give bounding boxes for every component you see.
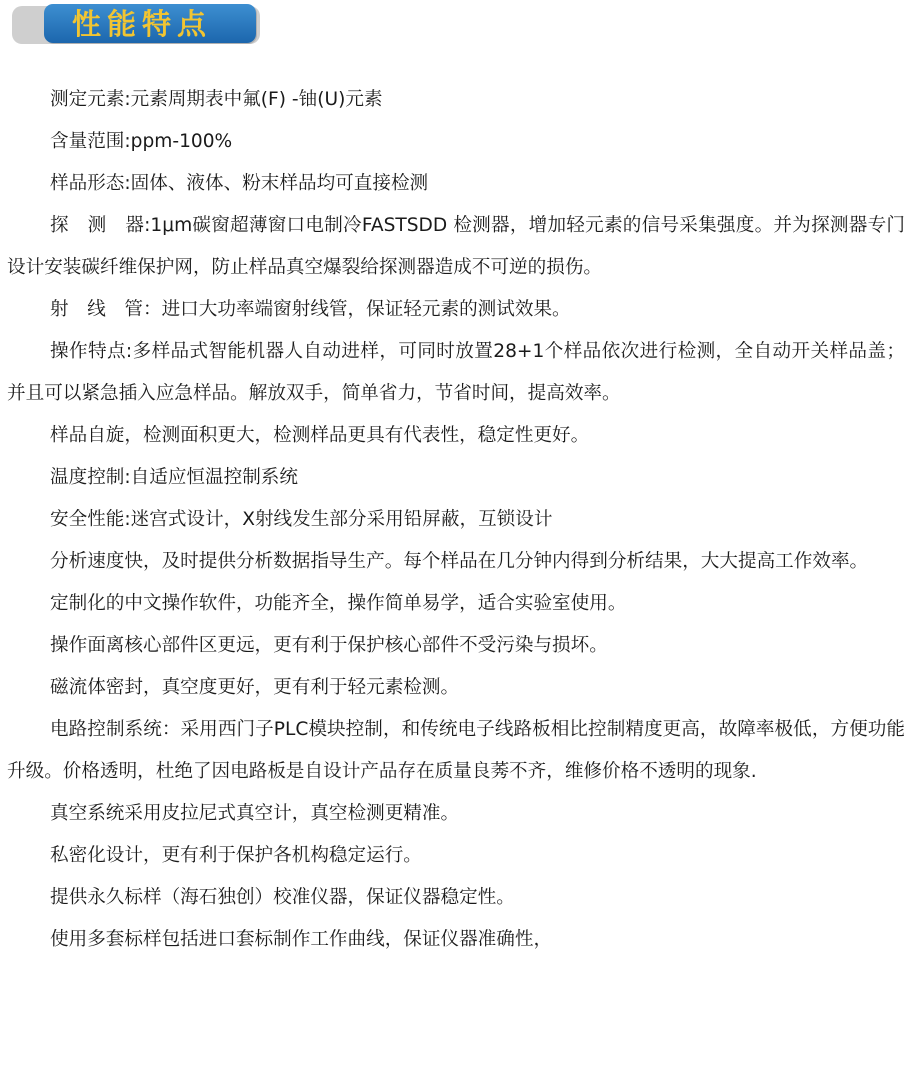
- feature-paragraph-sample-spin: 样品自旋，检测面积更大，检测样品更具有代表性，稳定性更好。: [50, 425, 590, 446]
- feature-paragraph-content-range: 含量范围:ppm-100%: [50, 131, 233, 152]
- feature-paragraph-speed: 分析速度快，及时提供分析数据指导生产。每个样品在几分钟内得到分析结果，大大提高工作效率。: [50, 551, 869, 572]
- feature-paragraph-elements: 测定元素:元素周期表中氟(F) -铀(U)元素: [50, 89, 383, 110]
- feature-paragraph-temperature: 温度控制:自适应恒温控制系统: [50, 467, 298, 488]
- feature-paragraph-vacuum-system: 真空系统采用皮拉尼式真空计，真空检测更精准。: [50, 803, 460, 824]
- feature-paragraph-core-protection: 操作面离核心部件区更远，更有利于保护核心部件不受污染与损坏。: [50, 635, 608, 656]
- section-title: 性能特点: [72, 7, 213, 41]
- feature-paragraph-circuit-control: 电路控制系统：采用西门子PLC模块控制，和传统电子线路板相比控制精度更高，故障率极低，方便功能升级。价格透明，杜绝了因电路板是自设计产品存在质量良莠不齐，维修价格不透明的现象.: [7, 719, 905, 782]
- feature-paragraph-xray-tube: 射 线 管：进口大功率端窗射线管，保证轻元素的测试效果。: [50, 299, 571, 320]
- feature-paragraph-safety: 安全性能:迷宫式设计，X射线发生部分采用铅屏蔽，互锁设计: [50, 509, 553, 530]
- feature-list: [7, 79, 905, 961]
- feature-paragraph-detector: 探 测 器:1μm碳窗超薄窗口电制冷FASTSDD 检测器，增加轻元素的信号采集强度。并为探测器专门设计安装碳纤维保护网，防止样品真空爆裂给探测器造成不可逆的损伤。: [7, 215, 905, 278]
- feature-paragraph-software: 定制化的中文操作软件，功能齐全，操作简单易学，适合实验室使用。: [50, 593, 627, 614]
- feature-paragraph-private-design: 私密化设计，更有利于保护各机构稳定运行。: [50, 845, 422, 866]
- section-header: [0, 0, 912, 60]
- feature-paragraph-sample-form: 样品形态:固体、液体、粉末样品均可直接检测: [50, 173, 429, 194]
- feature-paragraph-magnetic-seal: 磁流体密封，真空度更好，更有利于轻元素检测。: [50, 677, 460, 698]
- feature-paragraph-calibration-curve: 使用多套标样包括进口套标制作工作曲线，保证仪器准确性，: [50, 929, 553, 950]
- feature-paragraph-standard-sample: 提供永久标样（海石独创）校准仪器，保证仪器稳定性。: [50, 887, 515, 908]
- feature-paragraph-operation: 操作特点:多样品式智能机器人自动进样，可同时放置28+1个样品依次进行检测，全自动开关样品盖；并且可以紧急插入应急样品。解放双手，简单省力，节省时间，提高效率。: [7, 341, 905, 404]
